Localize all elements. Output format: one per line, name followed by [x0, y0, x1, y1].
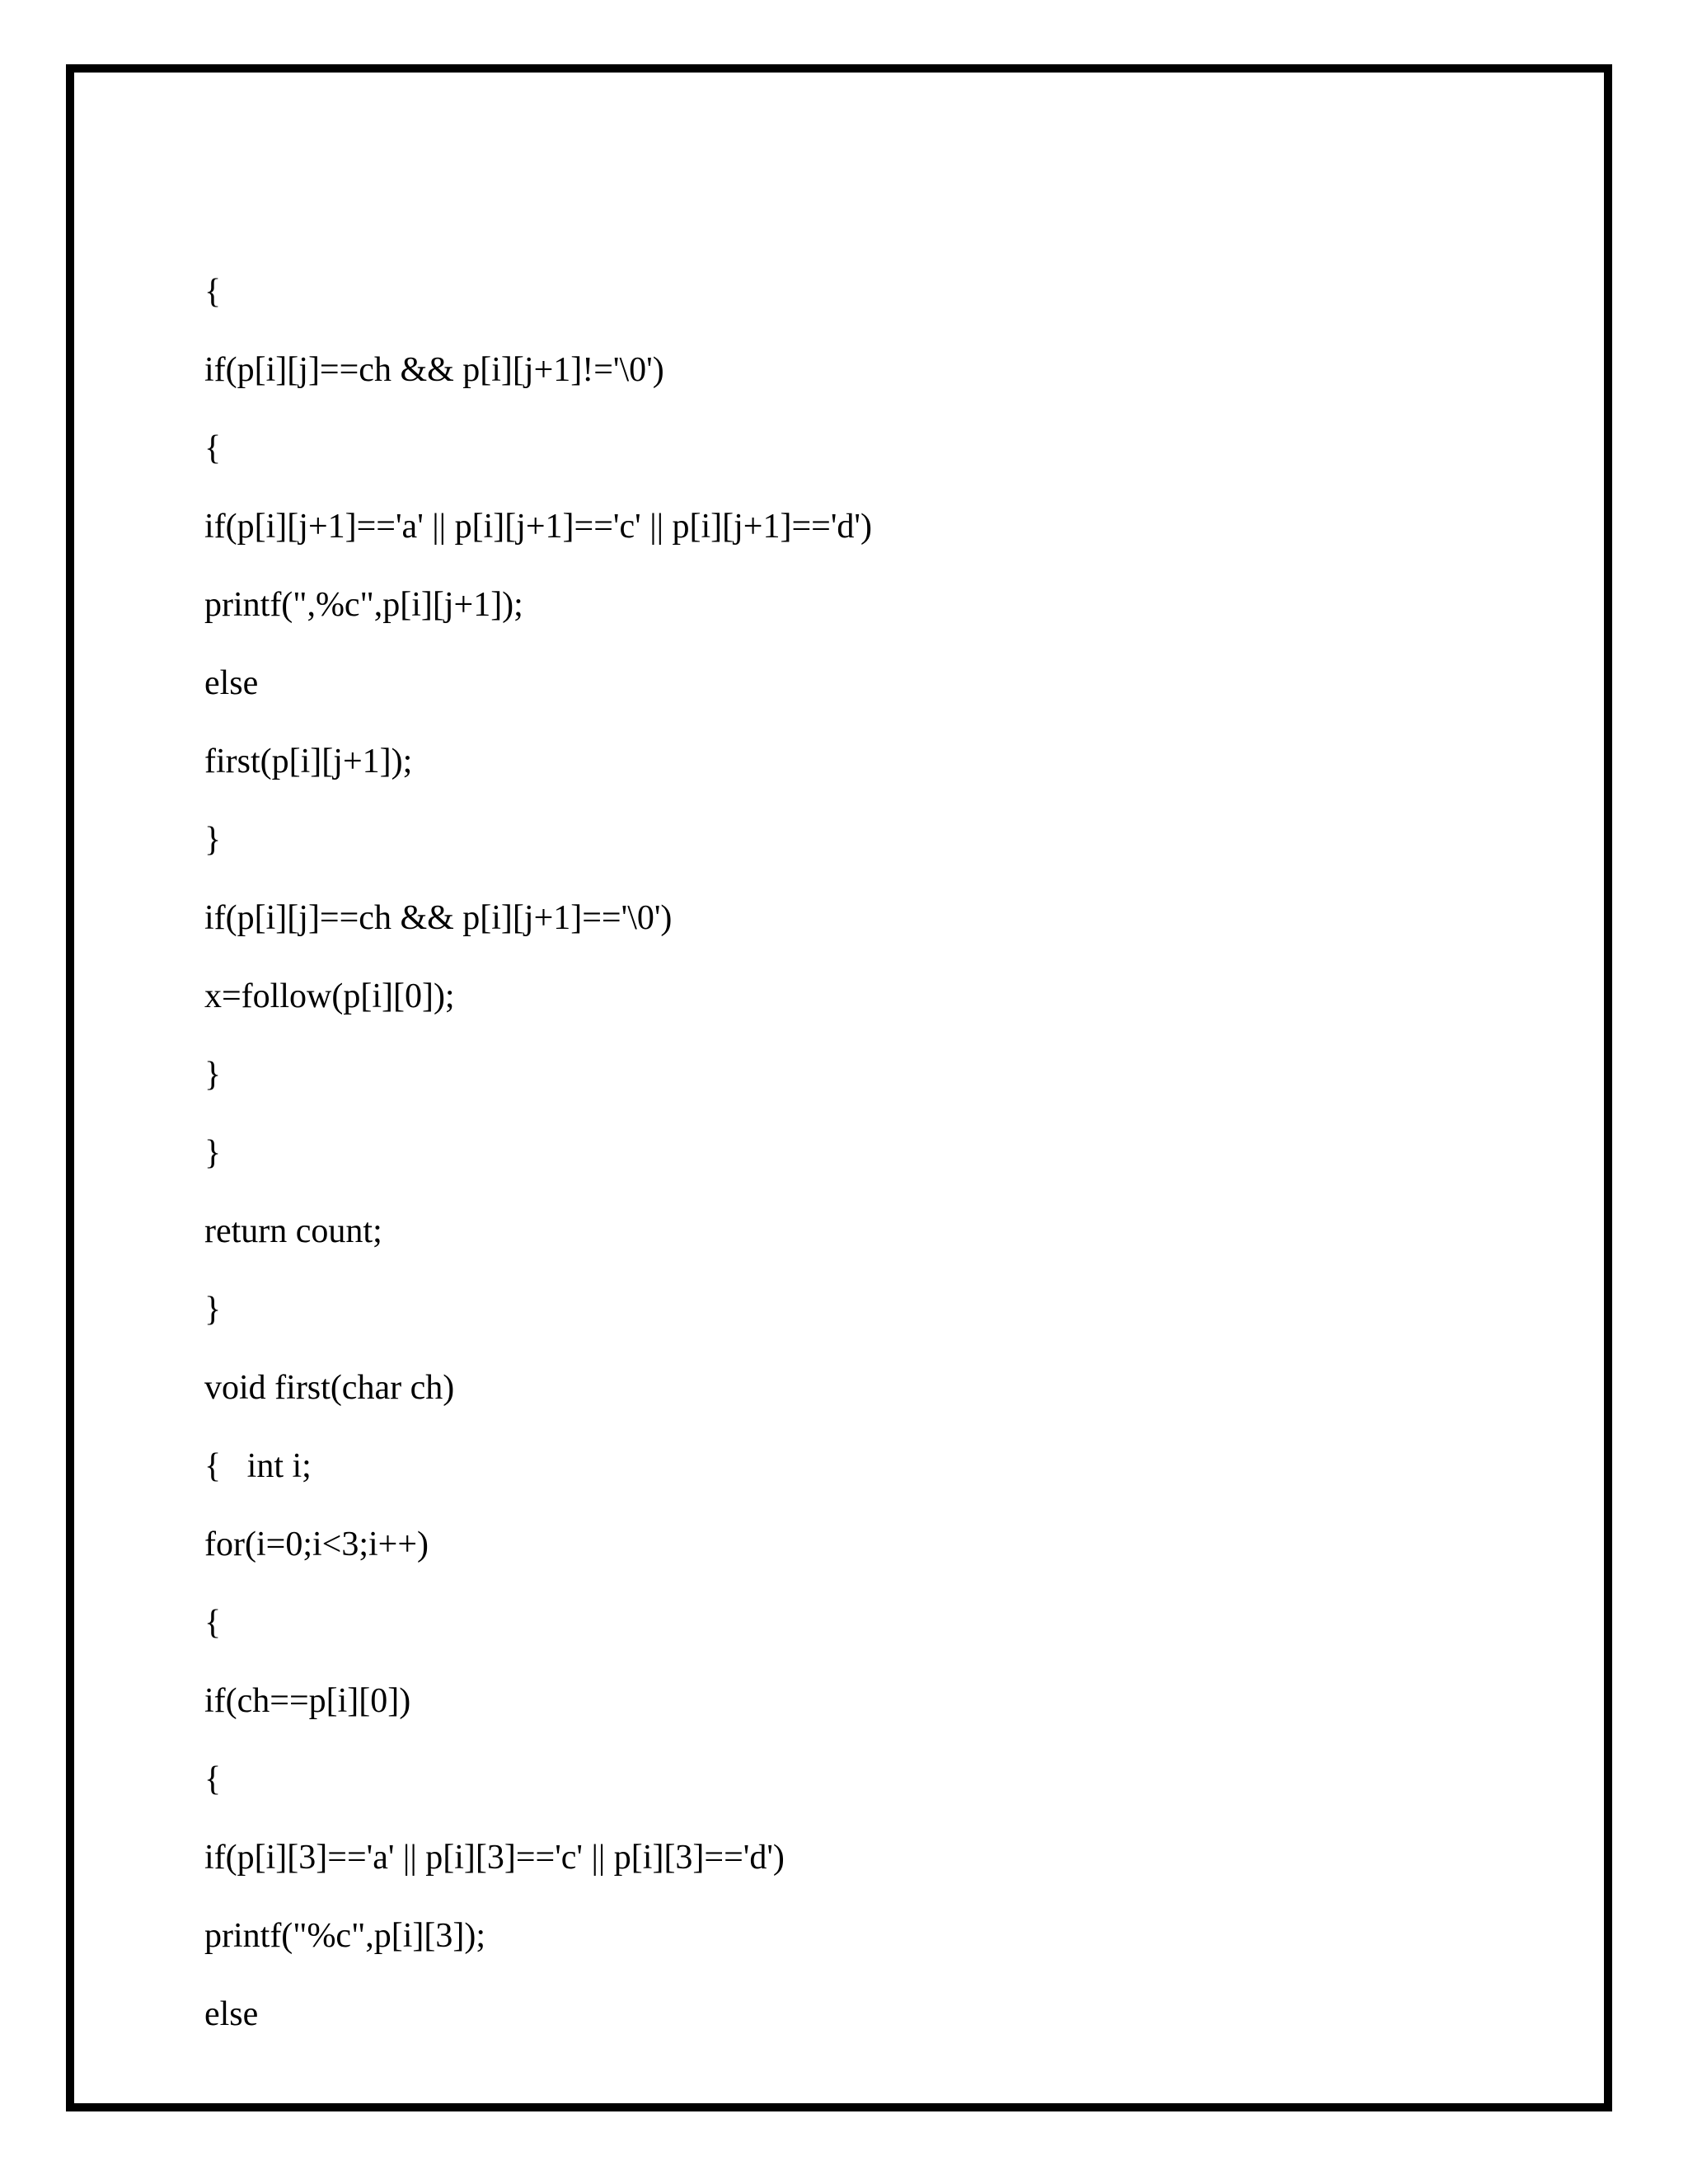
code-line: first(p[i][j+1]);	[204, 743, 413, 780]
code-line: printf(",%c",p[i][j+1]);	[204, 586, 523, 624]
code-line: {	[204, 429, 222, 467]
code-line: return count;	[204, 1212, 382, 1250]
code-line: }	[204, 1134, 222, 1172]
code-line: if(p[i][j]==ch && p[i][j+1]!='\0')	[204, 351, 664, 389]
code-line: {	[204, 273, 222, 311]
code-line: if(p[i][3]=='a' || p[i][3]=='c' || p[i][3]=='d')	[204, 1839, 785, 1877]
code-line: for(i=0;i<3;i++)	[204, 1526, 429, 1563]
code-line: if(p[i][j+1]=='a' || p[i][j+1]=='c' || p[i][j+1]=='d')	[204, 508, 872, 546]
code-line: {	[204, 1604, 222, 1642]
code-line: {	[204, 1760, 222, 1798]
code-line: }	[204, 1291, 222, 1329]
code-line: x=follow(p[i][0]);	[204, 977, 455, 1015]
code-line: printf("%c",p[i][3]);	[204, 1917, 485, 1955]
code-line: else	[204, 664, 259, 702]
code-line: void first(char ch)	[204, 1369, 455, 1407]
code-listing	[204, 270, 872, 2071]
code-line: }	[204, 821, 222, 859]
code-line: { int i;	[204, 1447, 312, 1485]
code-line: if(p[i][j]==ch && p[i][j+1]=='\0')	[204, 899, 673, 937]
code-line: }	[204, 1056, 222, 1094]
page-frame	[66, 64, 1612, 2111]
code-line: if(ch==p[i][0])	[204, 1682, 411, 1720]
code-line: else	[204, 1995, 259, 2033]
